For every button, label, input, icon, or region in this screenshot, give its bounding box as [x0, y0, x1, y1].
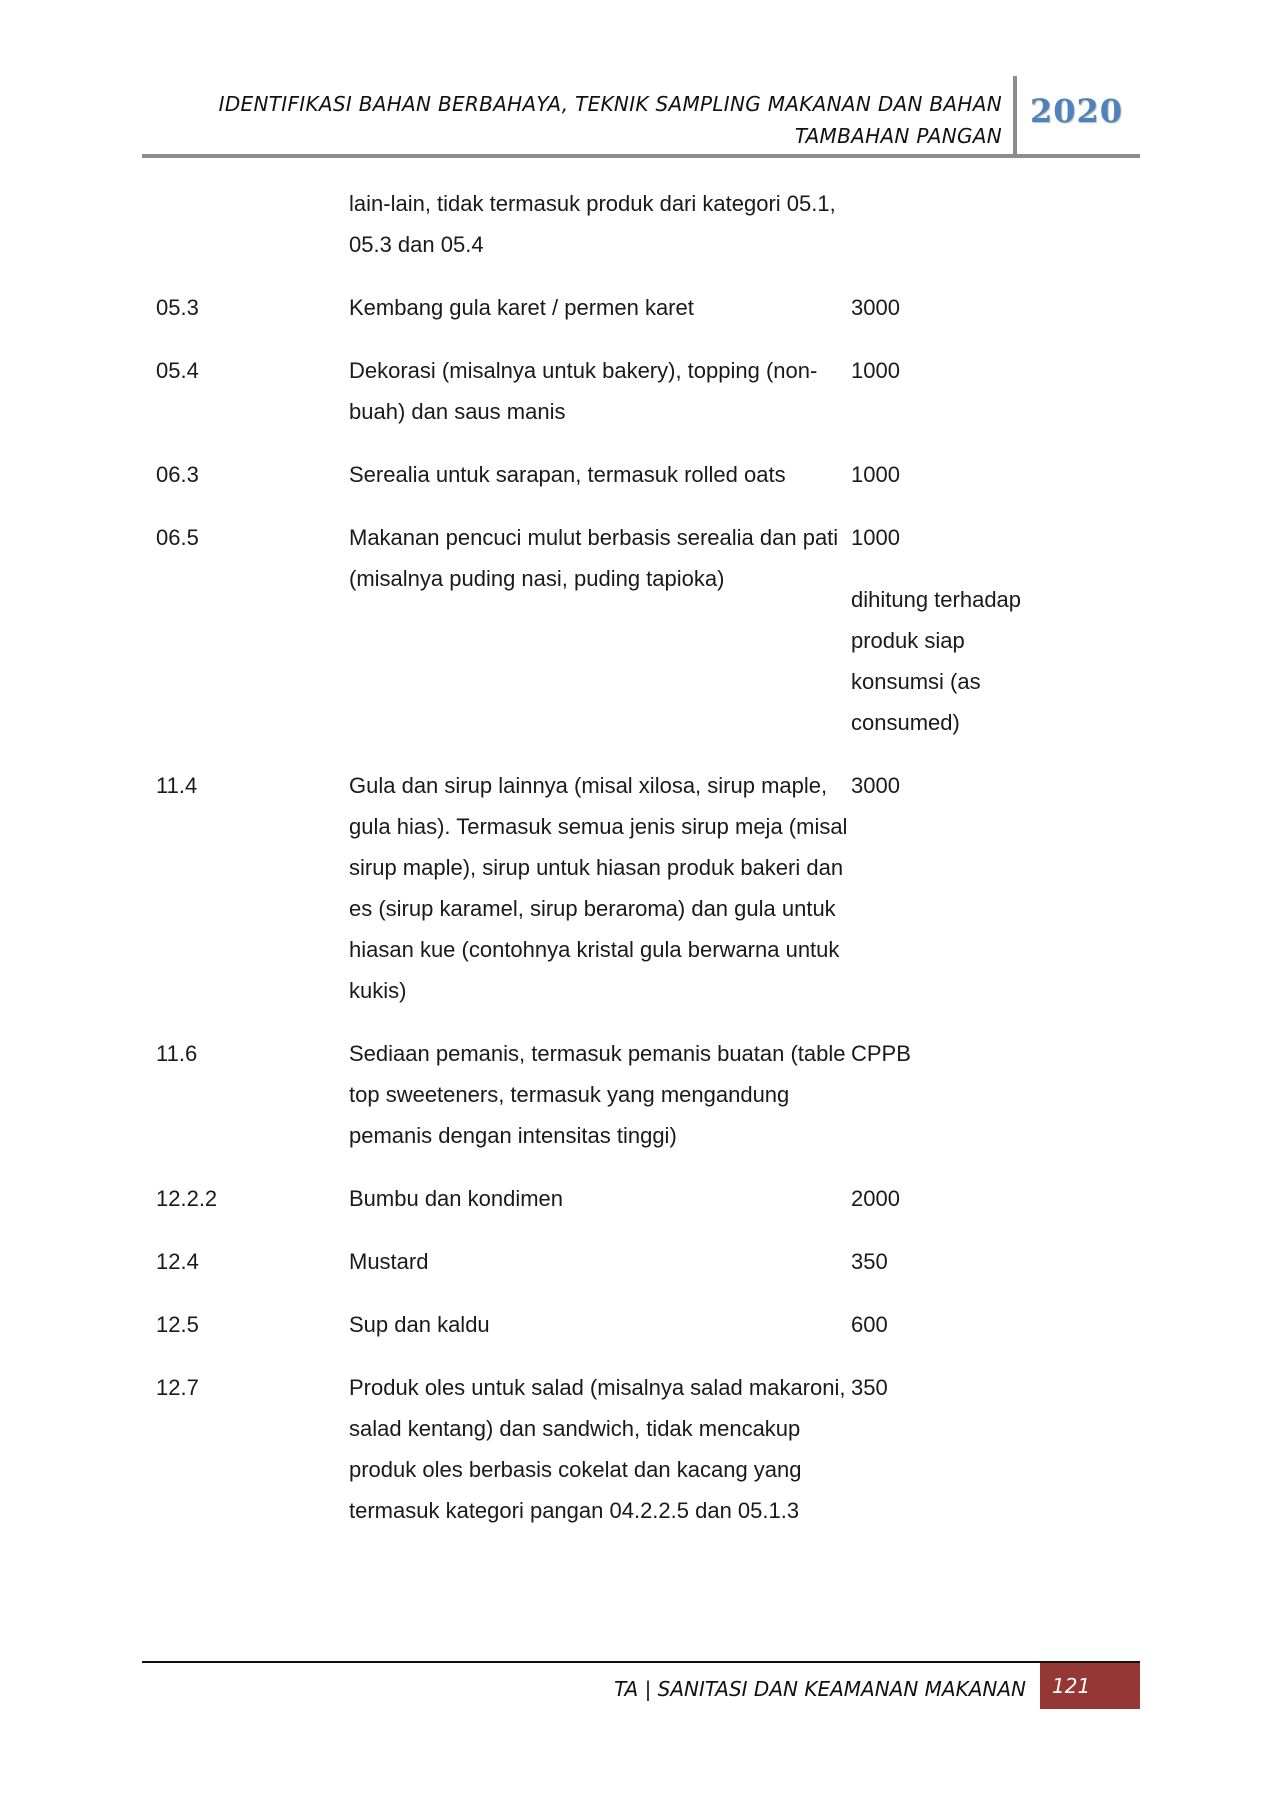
table-row — [156, 1033, 1056, 1156]
table-row — [156, 517, 1056, 743]
row-value: 1000 — [851, 358, 900, 383]
header-title — [182, 88, 1002, 152]
row-code: 12.5 — [156, 1312, 199, 1337]
table-row — [156, 287, 1056, 328]
row-description: Mustard — [349, 1249, 429, 1274]
header-vertical-divider — [1013, 76, 1017, 156]
row-value: 1000 — [851, 462, 900, 487]
table-row — [156, 1304, 1056, 1345]
table-row — [156, 454, 1056, 495]
row-value-cell — [851, 517, 1056, 743]
footer-rule — [142, 1661, 1140, 1663]
table-row — [156, 1367, 1056, 1531]
row-code: 11.4 — [156, 773, 198, 798]
table — [156, 183, 1056, 1553]
row-code: 12.4 — [156, 1249, 199, 1274]
row-code: 06.3 — [156, 462, 199, 487]
table-row — [156, 1241, 1056, 1282]
row-description: Sediaan pemanis, termasuk pemanis buatan (table top sweeteners, termasuk yang mengandung pemanis dengan intensitas tinggi) — [349, 1041, 846, 1148]
header-title-line2: TAMBAHAN PANGAN — [794, 124, 1002, 148]
header-year: 2020 — [1030, 92, 1124, 130]
row-code: 05.4 — [156, 358, 199, 383]
row-code: 11.6 — [156, 1041, 198, 1066]
row-code: 05.3 — [156, 295, 199, 320]
row-value: 600 — [851, 1312, 888, 1337]
page-number: 121 — [1040, 1663, 1140, 1709]
table-row — [156, 350, 1056, 432]
row-value: CPPB — [851, 1041, 911, 1066]
row-description: Serealia untuk sarapan, termasuk rolled oats — [349, 462, 786, 487]
row-description: Bumbu dan kondimen — [349, 1186, 564, 1211]
row-value: 3000 — [851, 773, 900, 798]
row-value: 350 — [851, 1375, 888, 1400]
row-description: Dekorasi (misalnya untuk bakery), topping (non-buah) dan saus manis — [349, 358, 818, 424]
row-code — [156, 183, 349, 265]
row-value — [851, 183, 1056, 265]
row-description: Gula dan sirup lainnya (misal xilosa, sirup maple, gula hias). Termasuk semua jenis sirup meja (misal sirup maple), sirup untuk hiasan produk bakeri dan es (sirup karamel, sirup beraroma) dan gula untuk hiasan kue (contohnya kristal gula berwarna untuk kukis) — [349, 773, 848, 1003]
row-value: 2000 — [851, 1186, 900, 1211]
footer-text: TA | SANITASI DAN KEAMANAN MAKANAN — [614, 1677, 1026, 1701]
table-row — [156, 183, 1056, 265]
header-title-line1: IDENTIFIKASI BAHAN BERBAHAYA, TEKNIK SAMPLING MAKANAN DAN BAHAN — [218, 92, 1002, 116]
table-row — [156, 765, 1056, 1011]
row-description: Sup dan kaldu — [349, 1312, 490, 1337]
row-code: 06.5 — [156, 525, 199, 550]
row-description: Produk oles untuk salad (misalnya salad makaroni, salad kentang) dan sandwich, tidak mencakup produk oles berbasis cokelat dan kacang yang termasuk kategori pangan 04.2.2.5 dan 05.1.3 — [349, 1375, 846, 1523]
row-value: 350 — [851, 1249, 888, 1274]
row-code: 12.2.2 — [156, 1186, 218, 1211]
row-code: 12.7 — [156, 1375, 199, 1400]
header-horizontal-rule — [142, 154, 1140, 158]
row-description: lain-lain, tidak termasuk produk dari kategori 05.1, 05.3 dan 05.4 — [349, 191, 836, 257]
row-description: Kembang gula karet / permen karet — [349, 295, 694, 320]
page-header — [142, 76, 1140, 158]
row-description: Makanan pencuci mulut berbasis serealia dan pati (misalnya puding nasi, puding tapioka) — [349, 525, 839, 591]
row-value-note: dihitung terhadap produk siap konsumsi (as consumed) — [851, 587, 1022, 735]
row-value: 1000 — [851, 525, 900, 550]
row-value: 3000 — [851, 295, 900, 320]
table-row — [156, 1178, 1056, 1219]
